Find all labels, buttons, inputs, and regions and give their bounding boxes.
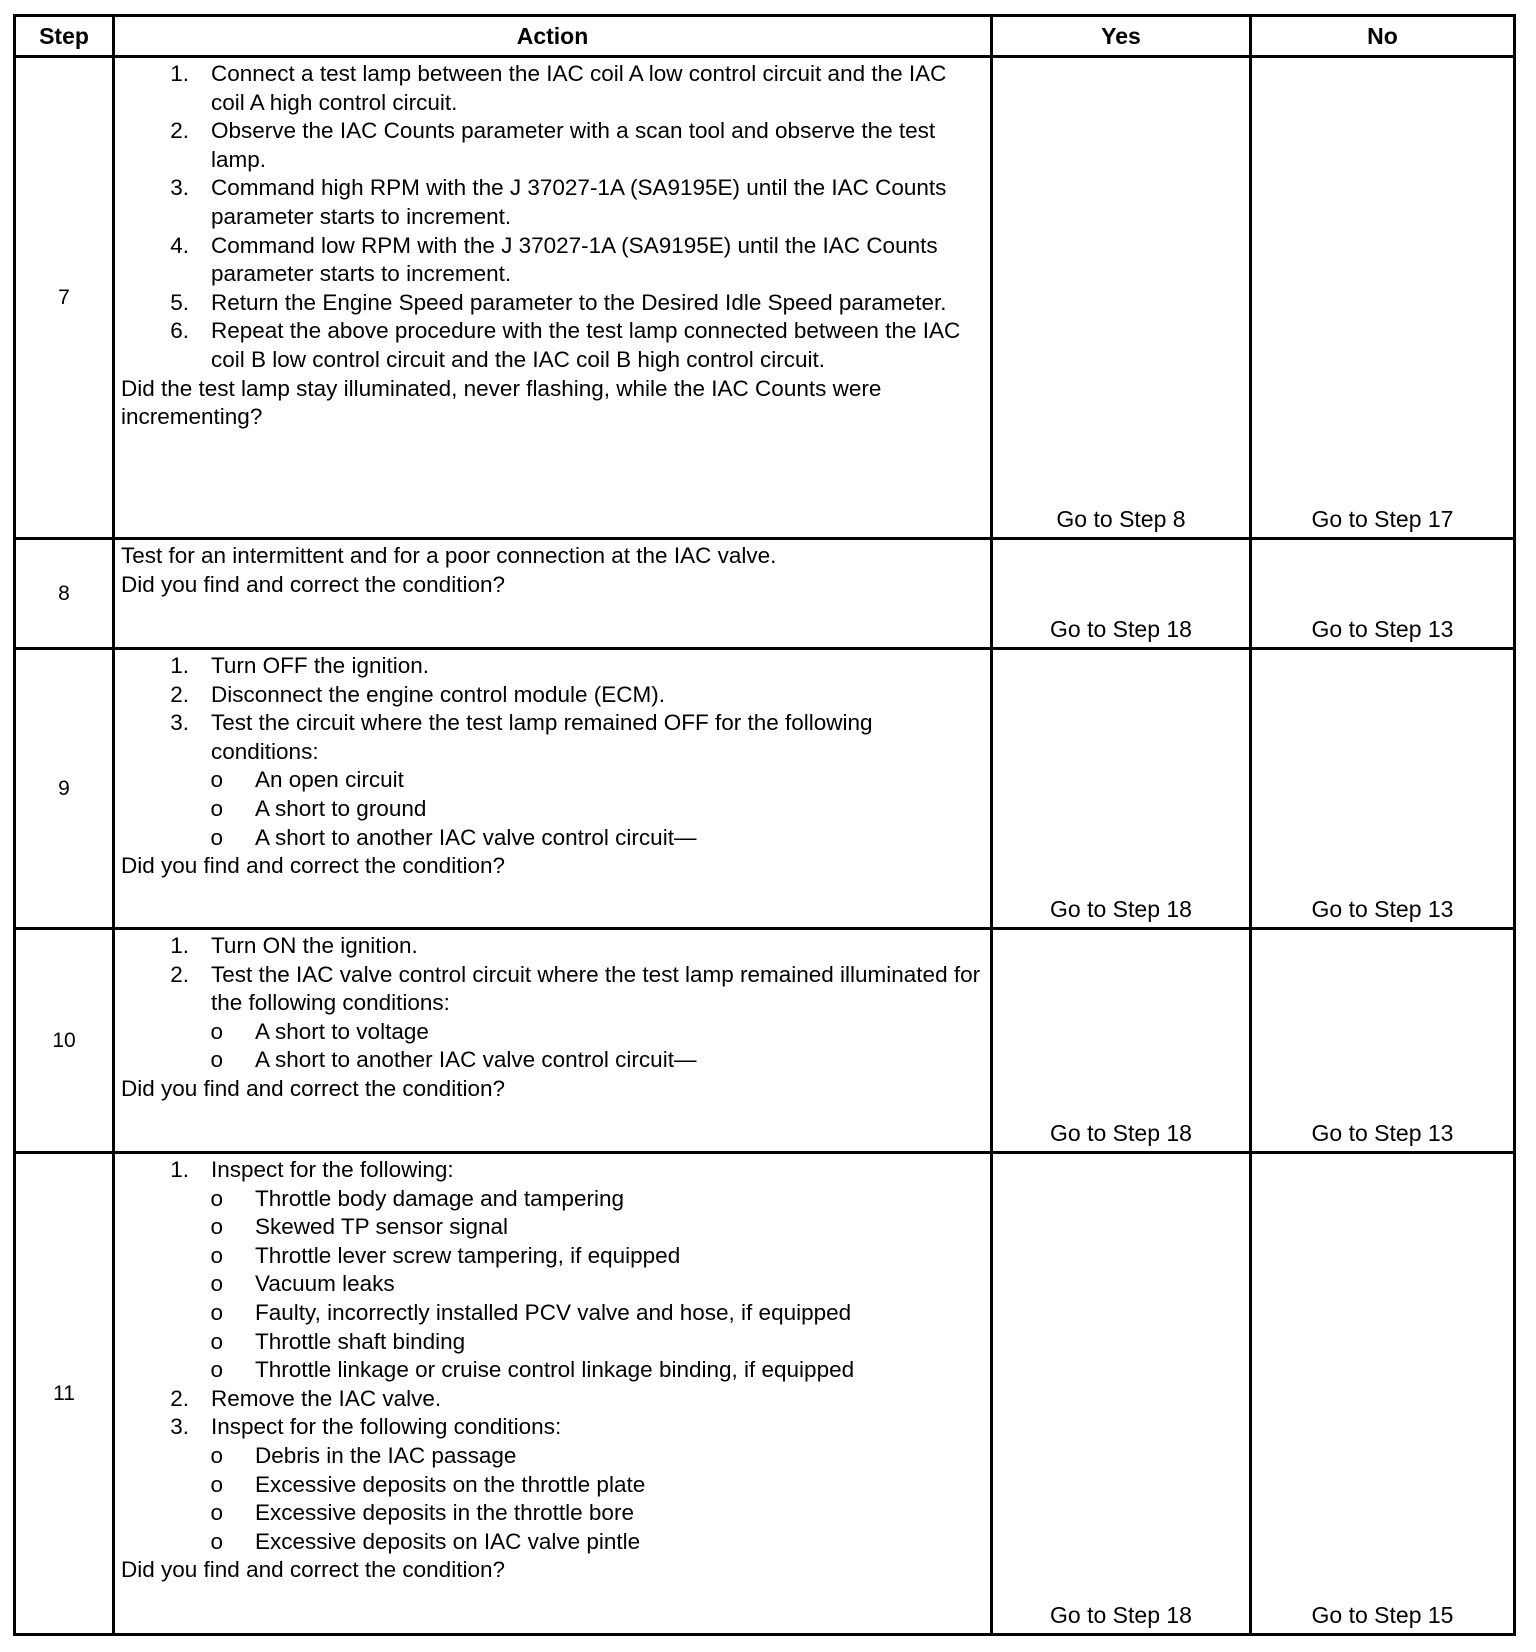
step-number: 9: [15, 649, 114, 929]
question-text: Did the test lamp stay illuminated, never flashing, while the IAC Counts were incrementing?: [121, 375, 882, 430]
bullet-icon: o: [210, 1471, 223, 1497]
list-item: 5. Return the Engine Speed parameter to the Desired Idle Speed parameter.: [170, 289, 947, 315]
bullet-item: o A short to voltage: [121, 1018, 986, 1047]
step-number: 7: [15, 57, 114, 539]
list-item: 3. Test the circuit where the test lamp remained OFF for the following conditions:: [170, 710, 873, 764]
bullet-item: o Faulty, incorrectly installed PCV valve and hose, if equipped: [121, 1299, 986, 1328]
bullet-icon: o: [210, 1185, 223, 1211]
bullet-item: o Excessive deposits in the throttle bore: [121, 1499, 986, 1528]
diagnostic-table: [13, 14, 1516, 1636]
action-cell: [114, 1153, 992, 1635]
list-item: 2. Observe the IAC Counts parameter with a scan tool and observe the test lamp.: [170, 118, 936, 172]
list-item: 1. Inspect for the following:: [170, 1157, 454, 1182]
yes-link: Go to Step 8: [1056, 506, 1186, 532]
yes-cell: [992, 57, 1251, 539]
bullet-icon: o: [210, 1357, 223, 1383]
list-item: 1. Turn ON the ignition.: [170, 933, 418, 958]
action-cell: [114, 539, 992, 649]
header-yes: Yes: [992, 16, 1251, 57]
bullet-icon: o: [210, 1299, 223, 1325]
no-cell: [1251, 539, 1515, 649]
bullet-item: o An open circuit: [121, 766, 986, 795]
step-number: 10: [15, 929, 114, 1153]
bullet-item: o A short to another IAC valve control circuit—: [121, 1046, 986, 1075]
no-cell: [1251, 649, 1515, 929]
bullet-icon: o: [210, 1018, 223, 1044]
no-cell: [1251, 1153, 1515, 1635]
bullet-icon: o: [210, 767, 223, 793]
bullet-icon: o: [210, 1328, 223, 1354]
no-link: Go to Step 13: [1311, 896, 1454, 922]
bullet-icon: o: [210, 795, 223, 821]
question-text: Did you find and correct the condition?: [121, 853, 505, 879]
bullet-icon: o: [210, 1271, 223, 1297]
table-row: [15, 649, 1515, 929]
bullet-item: o Excessive deposits on IAC valve pintle: [121, 1528, 986, 1557]
table-row: [15, 1153, 1515, 1635]
list-item: 2. Remove the IAC valve.: [170, 1385, 442, 1411]
bullet-icon: o: [210, 1442, 223, 1468]
bullet-icon: o: [210, 1242, 223, 1268]
bullet-item: o A short to ground: [121, 795, 986, 824]
no-cell: [1251, 929, 1515, 1153]
list-item: 1. Turn OFF the ignition.: [170, 653, 430, 678]
yes-link: Go to Step 18: [1050, 1602, 1192, 1628]
list-item: 3. Command high RPM with the J 37027-1A (SA9195E) until the IAC Counts parameter starts to increment.: [170, 175, 947, 229]
list-item: 4. Command low RPM with the J 37027-1A (SA9195E) until the IAC Counts parameter starts to increment.: [170, 232, 938, 287]
bullet-item: o Debris in the IAC passage: [121, 1442, 986, 1471]
bullet-icon: o: [210, 1047, 223, 1073]
question-text: Did you find and correct the condition?: [121, 1075, 505, 1101]
bullet-item: o Excessive deposits on the throttle plate: [121, 1471, 986, 1500]
header-step: Step: [15, 16, 114, 57]
list-item: 3. Inspect for the following conditions:: [170, 1414, 562, 1440]
step-number: 11: [15, 1153, 114, 1635]
no-link: Go to Step 13: [1311, 1120, 1454, 1146]
bullet-icon: o: [210, 1528, 223, 1554]
yes-link: Go to Step 18: [1050, 896, 1192, 922]
yes-cell: [992, 929, 1251, 1153]
question-text: Did you find and correct the condition?: [121, 1557, 505, 1583]
action-cell: [114, 929, 992, 1153]
bullet-icon: o: [210, 1214, 223, 1240]
table-row: [15, 57, 1515, 539]
no-cell: [1251, 57, 1515, 539]
bullet-item: o Vacuum leaks: [121, 1270, 986, 1299]
table-row: [15, 539, 1515, 649]
bullet-item: o Skewed TP sensor signal: [121, 1213, 986, 1242]
no-link: Go to Step 17: [1311, 506, 1454, 532]
question-text: Did you find and correct the condition?: [121, 571, 505, 597]
list-item: 2. Disconnect the engine control module (ECM).: [170, 681, 665, 707]
bullet-item: o A short to another IAC valve control circuit—: [121, 824, 986, 853]
list-item: 2. Test the IAC valve control circuit where the test lamp remained illuminated for the following conditions:: [170, 961, 981, 1016]
bullet-icon: o: [210, 824, 223, 850]
header-row: [15, 16, 1515, 57]
bullet-item: o Throttle body damage and tampering: [121, 1185, 986, 1214]
bullet-item: o Throttle shaft binding: [121, 1328, 986, 1357]
bullet-item: o Throttle linkage or cruise control linkage binding, if equipped: [121, 1356, 986, 1385]
yes-link: Go to Step 18: [1050, 1120, 1192, 1146]
step-number: 8: [15, 539, 114, 649]
yes-cell: [992, 1153, 1251, 1635]
action-cell: [114, 57, 992, 539]
bullet-icon: o: [210, 1500, 223, 1526]
list-item: 6. Repeat the above procedure with the test lamp connected between the IAC coil B low control circuit and the IAC coil B high control circuit.: [170, 318, 961, 372]
header-no: No: [1251, 16, 1515, 57]
yes-cell: [992, 649, 1251, 929]
bullet-item: o Throttle lever screw tampering, if equipped: [121, 1242, 986, 1271]
list-item: 1. Connect a test lamp between the IAC coil A low control circuit and the IAC coil A high control circuit.: [170, 61, 947, 115]
yes-cell: [992, 539, 1251, 649]
no-link: Go to Step 13: [1311, 616, 1454, 642]
no-link: Go to Step 15: [1311, 1602, 1454, 1628]
intro-text: Test for an intermittent and for a poor connection at the IAC valve.: [121, 543, 777, 568]
table-row: [15, 929, 1515, 1153]
yes-link: Go to Step 18: [1050, 616, 1192, 642]
action-cell: [114, 649, 992, 929]
header-action: Action: [114, 16, 992, 57]
